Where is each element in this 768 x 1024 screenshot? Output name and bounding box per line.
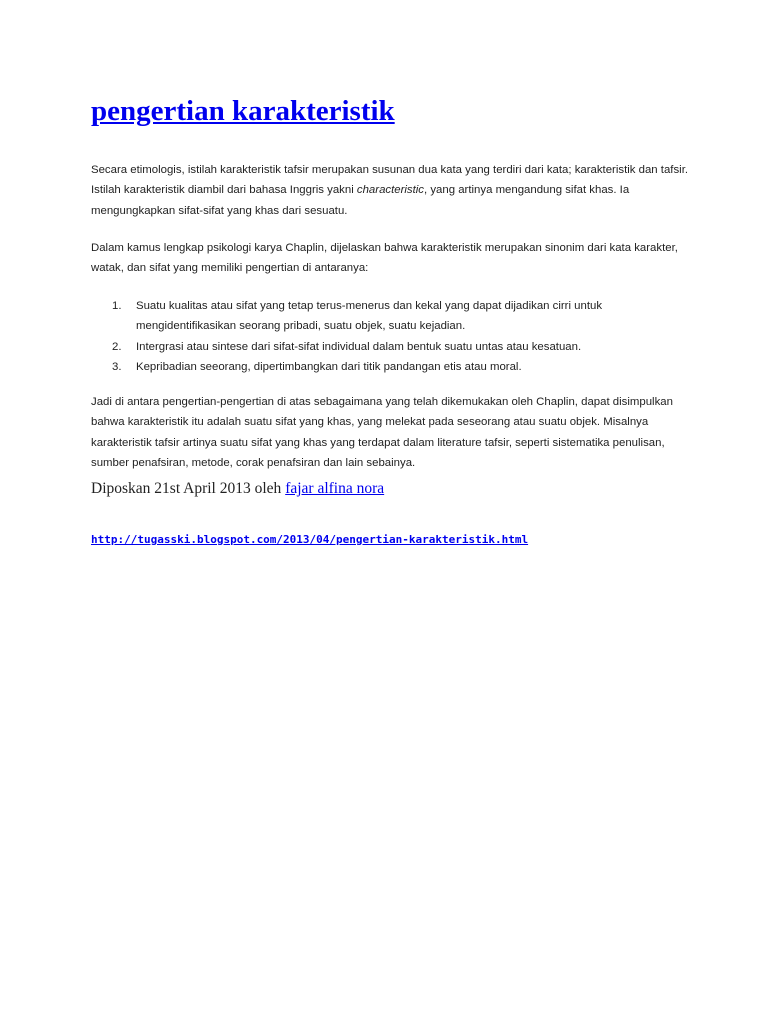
list-item — [91, 296, 691, 337]
list-number: 1. — [112, 300, 122, 312]
chaplin-paragraph: Dalam kamus lengkap psikologi karya Chaplin, dijelaskan bahwa karakteristik merupakan sinonim dari kata karakter, watak, dan sifat yang memiliki pengertian di antaranya: — [91, 242, 678, 275]
list-item — [91, 337, 691, 357]
intro-text-end: , yang artinya mengandung sifat khas. Ia mengungkapkan sifat-sifat yang khas dari sesuatu. — [91, 184, 630, 217]
list-item — [91, 357, 691, 377]
page-title-link[interactable]: pengertian karakteristik — [91, 95, 395, 127]
list-number: 3. — [112, 361, 122, 374]
list-text: Kepribadian seeorang, dipertimbangkan dari titik pandangan etis atau moral. — [136, 361, 522, 374]
list-text: Suatu kualitas atau sifat yang tetap terus-menerus dan kekal yang dapat dijadikan cirri untuk mengidentifikasikan seorang pribadi, suatu objek, suatu kejadian. — [136, 300, 603, 333]
list-text: Intergrasi atau sintese dari sifat-sifat individual dalam bentuk suatu untas atau kesatuan. — [136, 340, 582, 353]
source-url-link[interactable]: http://tugasski.blogspot.com/2013/04/pengertian-karakteristik.html — [91, 533, 529, 546]
author-link[interactable]: fajar alfina nora — [285, 480, 385, 497]
list-number: 2. — [112, 340, 122, 353]
intro-italic-term: characteristic — [356, 184, 425, 197]
intro-paragraph — [91, 160, 691, 221]
post-meta — [91, 478, 384, 500]
intro-text: Secara etimologis, istilah karakteristik tafsir merupakan susunan dua kata yang terdiri dari kata; karakteristik dan tafsir. Istilah karakteristik diambil dari bahasa Inggris yakni — [91, 164, 689, 197]
post-date-text: Diposkan 21st April 2013 oleh — [91, 480, 286, 497]
conclusion-paragraph: Jadi di antara pengertian-pengertian di atas sebagaimana yang telah dikemukakan oleh Chaplin, dapat disimpulkan bahwa karakteristik itu adalah suatu sifat yang khas, yang melekat pada seseorang atau suatu objek. Misalnya karakteristik tafsir artinya suatu sifat yang khas yang terdapat dalam literature tafsir, seperti sistematika penulisan, sumber penafsiran, metode, corak penafsiran dan lain sebainya. — [91, 396, 673, 470]
definition-list — [91, 296, 691, 378]
